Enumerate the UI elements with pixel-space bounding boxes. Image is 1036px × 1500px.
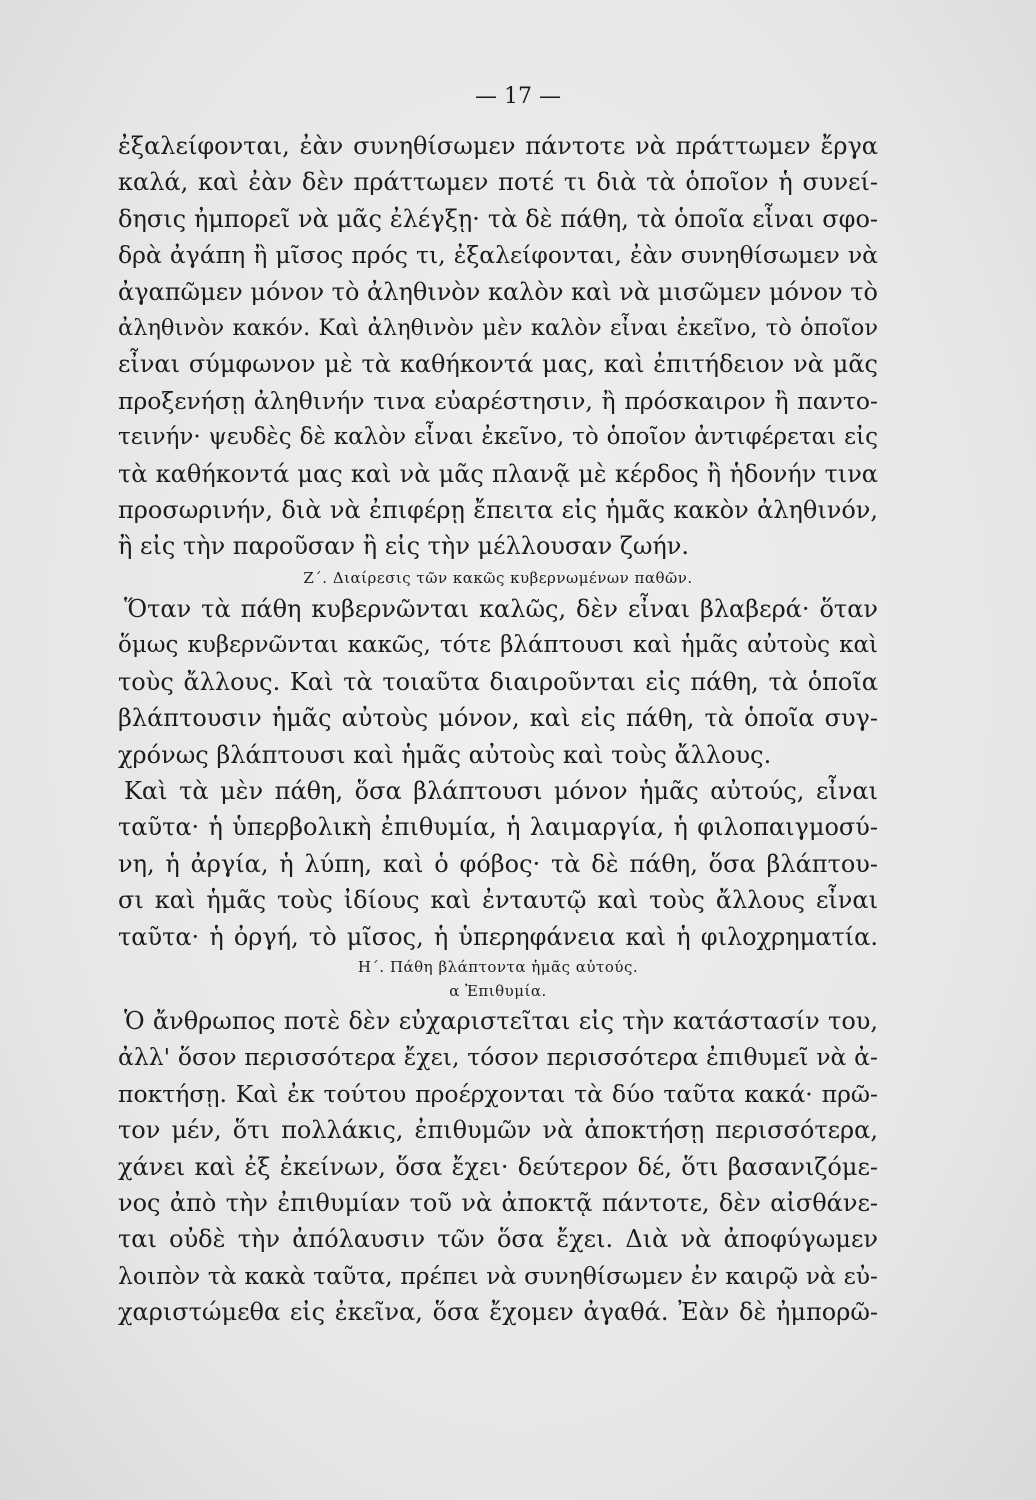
text-line: ται οὐδὲ τὴν ἀπόλαυσιν τῶν ὅσα ἔχει. Διὰ νὰ ἀποφύγωμεν — [118, 1225, 878, 1254]
text-line: βλάπτουσιν ἡμᾶς αὐτοὺς μόνον, καὶ εἰς πάθη, τὰ ὁποῖα συγ- — [118, 704, 878, 733]
text-line: δησις ἠμπορεῖ νὰ μᾶς ἐλέγξῃ· τὰ δὲ πάθη, τὰ ὁποῖα εἶναι σφο- — [118, 204, 878, 233]
paragraph-4 — [118, 1003, 878, 1331]
text-line: προξενήσῃ ἀληθινήν τινα εὐαρέστησιν, ἢ πρόσκαιρον ἢ παντο- — [118, 386, 878, 415]
page-number: — 17 — — [475, 84, 561, 109]
text-line: χαριστώμεθα εἰς ἐκεῖνα, ὅσα ἔχομεν ἀγαθά. Ἐὰν δὲ ἠμπορῶ- — [118, 1298, 878, 1327]
paragraph-1 — [118, 128, 878, 565]
text-line: εἶναι σύμφωνον μὲ τὰ καθήκοντά μας, καὶ ἐπιτήδειον νὰ μᾶς — [118, 350, 878, 379]
page-text — [118, 128, 878, 1331]
subsection-heading-a: α Ἐπιθυμία. — [449, 981, 547, 1000]
section-heading-h: Η΄. Πάθη βλάπτοντα ἡμᾶς αὐτούς. — [357, 957, 639, 976]
text-line: Καὶ τὰ μὲν πάθη, ὅσα βλάπτουσι μόνον ἡμᾶς αὐτούς, εἶναι — [124, 776, 878, 805]
text-line: τὰ καθήκοντά μας καὶ νὰ μᾶς πλανᾷ μὲ κέρδος ἢ ἡδονήν τινα — [118, 459, 878, 488]
text-line: προσωρινήν, διὰ νὰ ἐπιφέρῃ ἔπειτα εἰς ἡμᾶς κακὸν ἀληθινόν, — [118, 496, 878, 525]
text-line: λοιπὸν τὰ κακὰ ταῦτα, πρέπει νὰ συνηθίσωμεν ἐν καιρῷ νὰ εὐ- — [118, 1261, 878, 1290]
text-line: τοὺς ἄλλους. Καὶ τὰ τοιαῦτα διαιροῦνται εἰς πάθη, τὰ ὁποῖα — [118, 667, 878, 696]
text-line: ὅμως κυβερνῶνται κακῶς, τότε βλάπτουσι καὶ ἡμᾶς αὐτοὺς καὶ — [118, 632, 878, 659]
text-line: σι καὶ ἡμᾶς τοὺς ἰδίους καὶ ἐνταυτῷ καὶ τοὺς ἄλλους εἶναι — [118, 886, 878, 915]
text-line: ταῦτα· ἡ ὀργή, τὸ μῖσος, ἡ ὑπερηφάνεια καὶ ἡ φιλοχρηματία. — [118, 922, 878, 951]
text-line: χρόνως βλάπτουσι καὶ ἡμᾶς αὐτοὺς καὶ τοὺς ἄλλους. — [118, 740, 772, 769]
text-line: ἢ εἰς τὴν παροῦσαν ἢ εἰς τὴν μέλλουσαν ζωήν. — [118, 532, 690, 561]
text-line: ταῦτα· ἡ ὑπερβολικὴ ἐπιθυμία, ἡ λαιμαργία, ἡ φιλοπαιγμοσύ- — [118, 813, 878, 842]
paragraph-2 — [118, 591, 878, 773]
text-line: καλά, καὶ ἐὰν δὲν πράττωμεν ποτέ τι διὰ τὰ ὁποῖον ἡ συνεί- — [118, 168, 878, 197]
section-heading-z: Ζ΄. Διαίρεσις τῶν κακῶς κυβερνωμένων παθῶν. — [303, 568, 693, 587]
text-line: τον μέν, ὅτι πολλάκις, ἐπιθυμῶν νὰ ἀποκτήσῃ περισσότερα, — [118, 1116, 878, 1145]
text-line: δρὰ ἀγάπη ἢ μῖσος πρός τι, ἐξαλείφονται, ἐὰν συνηθίσωμεν νὰ — [118, 241, 878, 270]
text-line: νος ἀπὸ τὴν ἐπιθυμίαν τοῦ νὰ ἀποκτᾷ πάντοτε, δὲν αἰσθάνε- — [118, 1188, 878, 1217]
text-line: χάνει καὶ ἐξ ἐκείνων, ὅσα ἔχει· δεύτερον δέ, ὅτι βασανιζόμε- — [118, 1152, 878, 1181]
text-line: Ὅταν τὰ πάθη κυβερνῶνται καλῶς, δὲν εἶναι βλαβερά· ὅταν — [124, 594, 878, 623]
text-line: τεινήν· ψευδὲς δὲ καλὸν εἶναι ἐκεῖνο, τὸ ὁποῖον ἀντιφέρεται εἰς — [118, 424, 878, 451]
text-line: ἐξαλείφονται, ἐὰν συνηθίσωμεν πάντοτε νὰ πράττωμεν ἔργα — [118, 132, 878, 160]
text-line: ἀλλ' ὅσον περισσότερα ἔχει, τόσον περισσότερα ἐπιθυμεῖ νὰ ἀ- — [118, 1043, 878, 1072]
text-line: ἀγαπῶμεν μόνον τὸ ἀληθινὸν καλὸν καὶ νὰ μισῶμεν μόνον τὸ — [118, 277, 878, 306]
paragraph-3 — [118, 773, 878, 955]
text-line: Ὁ ἄνθρωπος ποτὲ δὲν εὐχαριστεῖται εἰς τὴν κατάστασίν του, — [124, 1006, 878, 1035]
text-line: ἀληθινὸν κακόν. Καὶ ἀληθινὸν μὲν καλὸν εἶναι ἐκεῖνο, τὸ ὁποῖον — [118, 315, 878, 342]
text-line: ποκτήσῃ. Καὶ ἐκ τούτου προέρχονται τὰ δύο ταῦτα κακά· πρῶ- — [118, 1079, 878, 1108]
text-line: νη, ἡ ἀργία, ἡ λύπη, καὶ ὁ φόβος· τὰ δὲ πάθη, ὅσα βλάπτου- — [118, 849, 878, 878]
